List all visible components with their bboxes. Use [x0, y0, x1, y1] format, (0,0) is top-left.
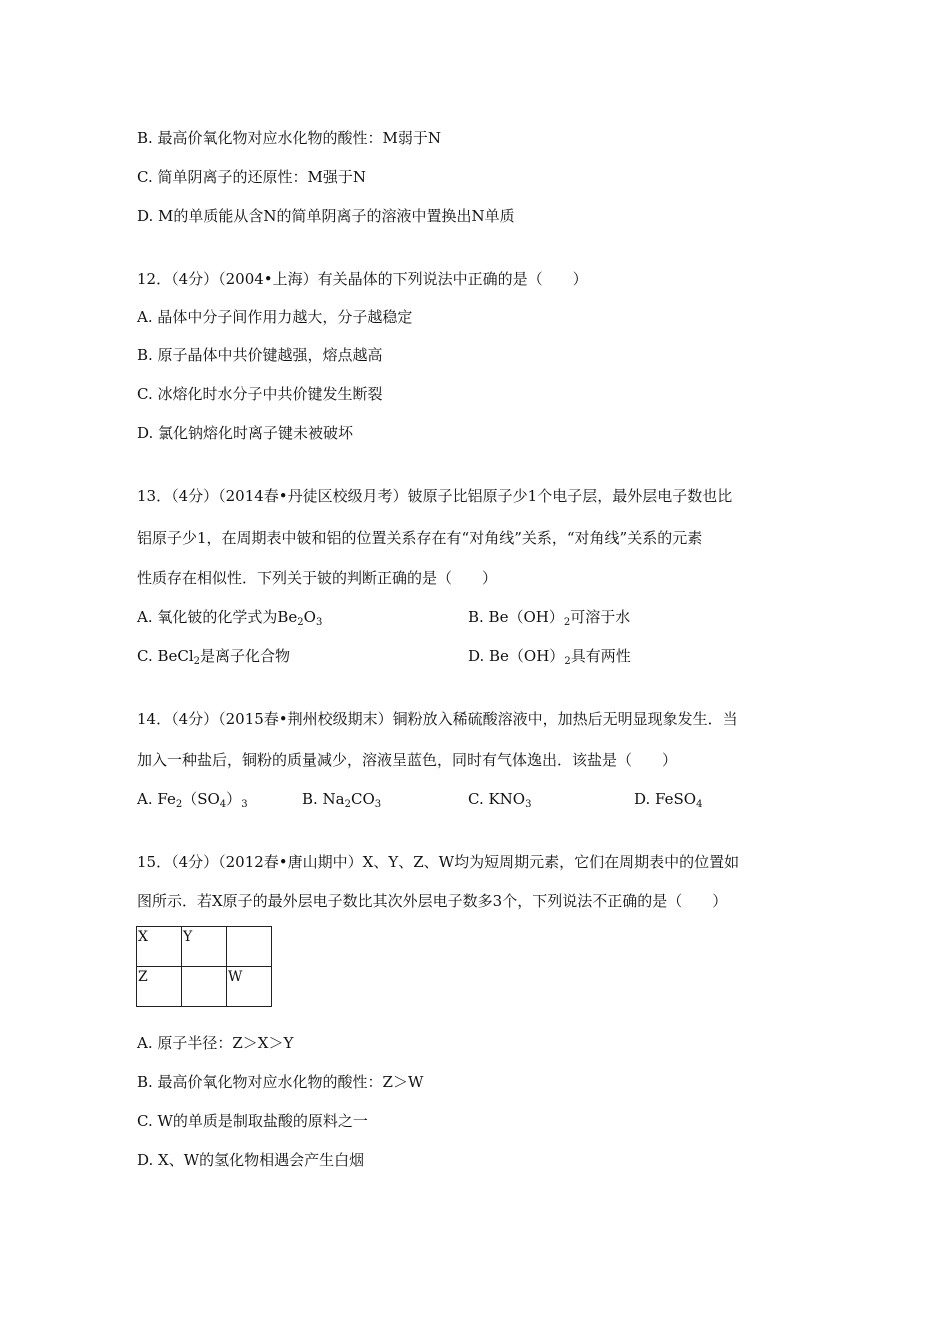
q13-option-b: B. $Be(OH)_2$可溶于水: [468, 608, 631, 628]
q11-option-c: C. 简单阴离子的还原性：M强于N: [137, 168, 366, 186]
q13-option-d: D. $Be(OH)_2$具有两性: [468, 647, 631, 667]
q14-stem-line-2: 加入一种盐后，铜粉的质量减少，溶液呈蓝色，同时有气体逸出．该盐是（ ）: [137, 751, 678, 769]
table-cell-w: W: [227, 967, 272, 1007]
q15-stem-line-1: 15．（4分）（2012春•唐山期中）X、Y、Z、W均为短周期元素，它们在周期表中的位置如: [137, 853, 740, 871]
periodic-position-table: [136, 926, 272, 1007]
q14-stem-line-1: 14．（4分）（2015春•荆州校级期末）铜粉放入稀硫酸溶液中，加热后无明显现象发生．当: [137, 710, 738, 728]
q15-option-a: A. 原子半径：Z＞X＞Y: [137, 1034, 294, 1052]
table-cell-y: Y: [182, 927, 227, 967]
table-cell-z: Z: [137, 967, 182, 1007]
q14-option-c: C. $KNO_3$: [468, 790, 532, 810]
q11-option-d: D. M的单质能从含N的简单阴离子的溶液中置换出N单质: [137, 207, 515, 225]
table-row: [137, 927, 272, 967]
q14-option-d: D. FeSO$_4$: [634, 790, 703, 810]
q15-option-d: D. X、W的氢化物相遇会产生白烟: [137, 1151, 365, 1169]
q11-option-b: B. 最高价氧化物对应水化物的酸性：M弱于N: [137, 129, 442, 147]
q12-option-d: D. 氯化钠熔化时离子键未被破坏: [137, 424, 354, 442]
q14-option-a: A. $Fe_2(SO_4)_3$: [137, 790, 248, 810]
q15-stem-line-2: 图所示．若X原子的最外层电子数比其次外层电子数多3个，下列说法不正确的是（ ）: [137, 892, 728, 910]
table-cell-empty: [182, 967, 227, 1007]
q15-option-b: B. 最高价氧化物对应水化物的酸性：Z＞W: [137, 1073, 424, 1091]
q13-option-a-formula: $Be_2O_3$: [277, 608, 323, 628]
q12-option-b: B. 原子晶体中共价键越强，熔点越高: [137, 346, 383, 364]
q12-option-c: C. 冰熔化时水分子中共价键发生断裂: [137, 385, 383, 403]
q12-option-a: A. 晶体中分子间作用力越大，分子越稳定: [137, 308, 413, 326]
q12-stem: 12．（4分）（2004•上海）有关晶体的下列说法中正确的是（ ）: [137, 270, 588, 288]
q13-option-a-label: A. 氧化铍的化学式为: [137, 608, 278, 626]
table-cell-x: X: [137, 927, 182, 967]
table-cell-empty: [227, 927, 272, 967]
q14-option-b: B. $Na_2CO_3$: [302, 790, 382, 810]
q15-option-c: C. W的单质是制取盐酸的原料之一: [137, 1112, 368, 1130]
q13-stem-line-1: 13．（4分）（2014春•丹徒区校级月考）铍原子比铝原子少1个电子层，最外层电子数也比: [137, 487, 733, 505]
q13-stem-line-2: 铝原子少1，在周期表中铍和铝的位置关系存在有“对角线”关系，“对角线”关系的元素: [137, 529, 703, 547]
q13-option-c: C. BeCl$_2$是离子化合物: [137, 647, 291, 667]
table-row: [137, 967, 272, 1007]
q13-stem-line-3: 性质存在相似性．下列关于铍的判断正确的是（ ）: [137, 569, 498, 587]
q13-option-a: [137, 607, 322, 633]
